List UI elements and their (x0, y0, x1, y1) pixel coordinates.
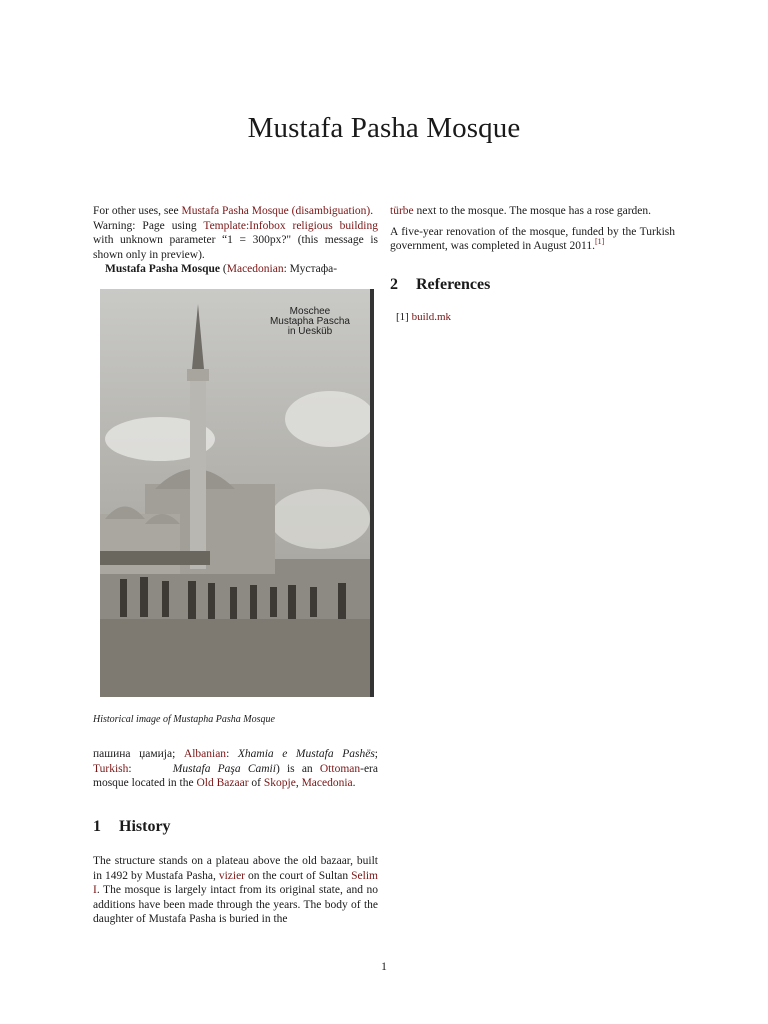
lead-end: . (352, 777, 356, 789)
skopje-link[interactable]: Skopje (263, 777, 296, 789)
right-column (390, 204, 675, 325)
references-heading (390, 275, 675, 293)
historical-mosque-image (100, 289, 374, 697)
lead-continued (93, 747, 378, 791)
lead-bold-name: Mustafa Pasha Mosque (105, 263, 221, 275)
albanian-link[interactable]: Albanian (183, 748, 227, 760)
reference-link[interactable]: build.mk (411, 311, 451, 323)
lead-paren: ( (220, 263, 227, 275)
warning-prefix: Warning: Page using (93, 219, 204, 232)
lead-mid: ) is an (275, 762, 320, 775)
history-text-d: next to the mosque. The mosque has a rose garden. (413, 205, 652, 217)
albanian-sep: : (226, 748, 238, 760)
history-heading (93, 817, 378, 835)
vizier-link[interactable]: vizier (218, 869, 246, 882)
history-paragraph-1 (93, 854, 378, 927)
hatnote (93, 204, 378, 219)
turkish-name: Mustafa Paşa Camii (172, 762, 276, 775)
mosque-illustration (100, 289, 370, 697)
turbe-link[interactable]: türbe (390, 205, 414, 217)
citation-link[interactable]: [1] (594, 237, 605, 247)
macedonian-name-cont: пашина џамија; (93, 748, 184, 760)
history-text-c: . The mosque is largely intact from its original state, and no additions have been made through the years. The body of the daughter of Mustafa Pasha is buried in the (93, 884, 378, 925)
lead-sep: ; (374, 748, 378, 760)
hatnote-suffix: . (370, 205, 374, 217)
history-section-number: 1 (93, 817, 101, 835)
template-warning (93, 219, 378, 263)
selim-link[interactable]: Selim I (93, 869, 378, 896)
lead-mid2: -era mosque located in the (93, 762, 378, 789)
history-text-a: The structure stands on a plateau above the old bazaar, built in 1492 by Mustafa Pasha, (93, 855, 378, 882)
page-number: 1 (381, 961, 387, 973)
ottoman-link[interactable]: Ottoman (319, 762, 361, 775)
history-paragraph-1-cont (390, 204, 675, 219)
lead-of: of (248, 777, 264, 789)
references-section-number: 2 (390, 275, 398, 293)
history-paragraph-2 (390, 225, 675, 254)
page-title: Mustafa Pasha Mosque (247, 112, 521, 144)
hatnote-prefix: For other uses, see (93, 205, 182, 217)
image-overlay-text: Moschee Mustapha Pascha in Uesküb (269, 305, 350, 337)
macedonian-link[interactable]: Macedonian (226, 263, 284, 275)
template-link[interactable]: Template:Infobox religious building (203, 219, 378, 232)
old-bazaar-link[interactable]: Old Bazaar (196, 777, 249, 789)
history-heading-text: History (119, 817, 171, 835)
warning-suffix: with unknown parameter “1 = 300px?" (this message is shown only in preview). (93, 234, 378, 261)
macedonian-name: : Мустафа- (283, 263, 338, 275)
reference-item (390, 310, 675, 325)
macedonia-link[interactable]: Macedonia (301, 777, 353, 789)
albanian-name: Xhamia e Mustafa Pashës (237, 748, 375, 760)
disambiguation-link[interactable]: Mustafa Pasha Mosque (disambiguation) (181, 205, 371, 217)
lead-intro (93, 262, 378, 277)
turkish-link[interactable]: Turkish (93, 762, 129, 775)
history-text-p2: A five-year renovation of the mosque, funded by the Turkish government, was completed in August 2011. (390, 225, 675, 252)
lead-comma: , (295, 777, 302, 789)
references-heading-text: References (416, 275, 491, 293)
image-caption: Historical image of Mustapha Pasha Mosque (93, 713, 275, 725)
history-text-b: on the court of Sultan (245, 869, 352, 882)
turkish-sep: : (128, 762, 132, 775)
reference-marker: [1] (396, 311, 409, 323)
left-column (93, 204, 378, 927)
